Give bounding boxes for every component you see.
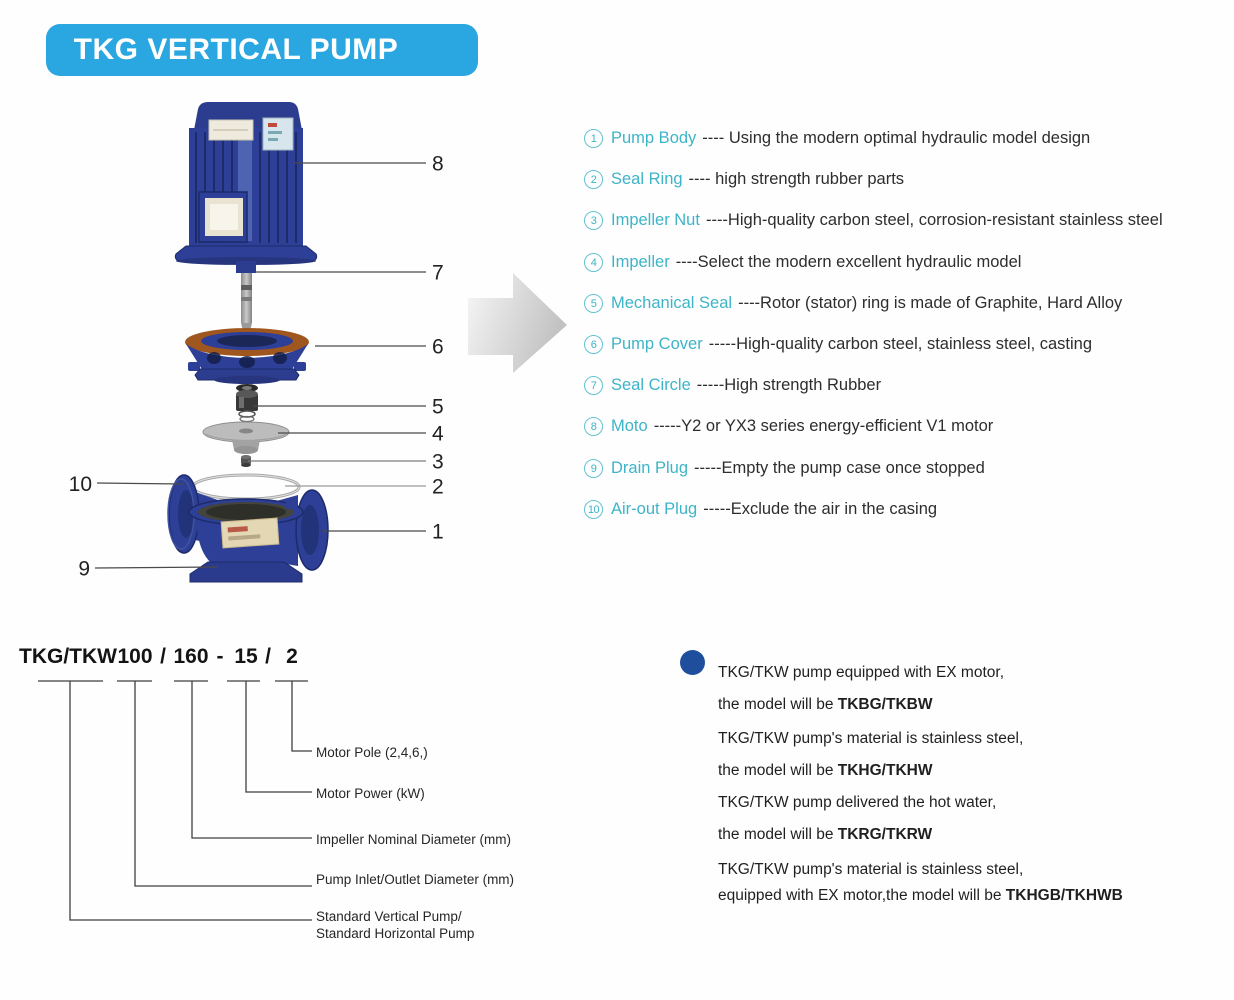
part-desc: ----Rotor (stator) ring is made of Graphite, Hard Alloy [738,293,1123,312]
label-motor-pole: Motor Pole (2,4,6,) [316,745,428,760]
part-desc: ---- Using the modern optimal hydraulic model design [702,129,1091,148]
part-desc: ----High-quality carbon steel, corrosion-resistant stainless steel [705,211,1163,230]
model-code-lines [38,681,312,920]
list-item [584,283,1232,324]
part-desc: ---- high strength rubber parts [688,170,905,189]
circled-number-7: 7 [584,376,603,395]
part-desc: -----High-quality carbon steel, stainless steel, casting [708,335,1093,354]
label-standard-vertical: Standard Vertical Pump/ [316,909,462,924]
part-name: Drain Plug [611,458,689,477]
list-item [584,324,1232,365]
callout-10: 10 [68,473,92,496]
note-line: the model will be TKBG/TKBW [718,696,933,713]
model-segment-series: TKG/TKW [19,645,117,668]
circled-number-1: 1 [584,129,603,148]
list-item [584,242,1232,283]
list-item [584,159,1232,200]
note-line: equipped with EX motor,the model will be TKHGB/TKHWB [718,887,1123,904]
right-block-arrow-icon [468,273,567,373]
model-separator-dash: - [216,645,224,668]
list-item [584,489,1232,530]
circled-number-9: 9 [584,459,603,478]
note-line: TKG/TKW pump's material is stainless steel, [718,730,1024,747]
list-item [584,365,1232,406]
pump-cover-part [185,328,309,384]
bullet-icon [680,650,705,675]
parts-list [584,118,1232,530]
callout-8: 8 [432,152,444,176]
part-name: Seal Circle [611,376,691,395]
part-name: Impeller Nut [611,211,700,230]
shaft-part [236,261,256,335]
page-title: TKG VERTICAL PUMP [73,33,399,66]
circled-number-4: 4 [584,253,603,272]
label-standard-pump [316,908,474,942]
model-separator-slash: / [160,645,166,668]
callout-9: 9 [78,557,90,581]
model-separator-slash2: / [265,645,271,668]
part-name: Impeller [611,252,670,271]
part-name: Mechanical Seal [611,293,733,312]
impeller-part [203,422,289,454]
note-line: TKG/TKW pump equipped with EX motor, [718,664,1005,681]
circled-number-10: 10 [584,500,603,519]
part-desc: -----High strength Rubber [696,376,882,395]
part-name: Moto [611,417,648,436]
label-motor-power: Motor Power (kW) [316,786,425,801]
part-desc: -----Empty the pump case once stopped [694,458,985,477]
part-desc: -----Exclude the air in the casing [703,499,938,518]
label-standard-horizontal: Standard Horizontal Pump [316,926,475,941]
model-segment-inlet: 100 [117,645,153,668]
motor-part [175,102,316,265]
callout-2: 2 [432,475,444,499]
pump-body-part [168,475,328,582]
part-desc: ----Select the modern excellent hydraulic model [675,252,1022,271]
part-name: Air-out Plug [611,499,698,518]
part-name: Seal Ring [611,170,683,189]
circled-number-2: 2 [584,170,603,189]
model-variant-notes [718,663,1198,906]
callout-3: 3 [432,450,444,474]
label-inlet-outlet: Pump Inlet/Outlet Diameter (mm) [316,872,515,887]
circled-number-8: 8 [584,417,603,436]
part-name: Pump Body [611,129,697,148]
callout-6: 6 [432,335,444,359]
model-segment-power: 15 [234,645,258,668]
callout-5: 5 [432,395,444,419]
mechanical-seal-part [236,384,258,422]
callout-4: 4 [432,422,444,446]
note-line: the model will be TKHG/TKHW [718,762,933,779]
circled-number-6: 6 [584,335,603,354]
note-line: TKG/TKW pump's material is stainless steel, [718,861,1024,878]
list-item [584,118,1232,159]
list-item [584,406,1232,447]
part-desc: -----Y2 or YX3 series energy-efficient V1 motor [653,417,994,436]
part-name: Pump Cover [611,335,703,354]
callout-7: 7 [432,261,444,285]
circled-number-3: 3 [584,211,603,230]
note-line: TKG/TKW pump delivered the hot water, [718,794,997,811]
circled-number-5: 5 [584,294,603,313]
note-line: the model will be TKRG/TKRW [718,826,933,843]
callout-1: 1 [432,520,444,544]
label-impeller-diam: Impeller Nominal Diameter (mm) [316,832,512,847]
list-item [584,448,1232,489]
model-segment-pole: 2 [286,645,298,668]
seal-ring-part [193,475,299,499]
model-segment-impeller: 160 [173,645,209,668]
list-item [584,200,1232,241]
